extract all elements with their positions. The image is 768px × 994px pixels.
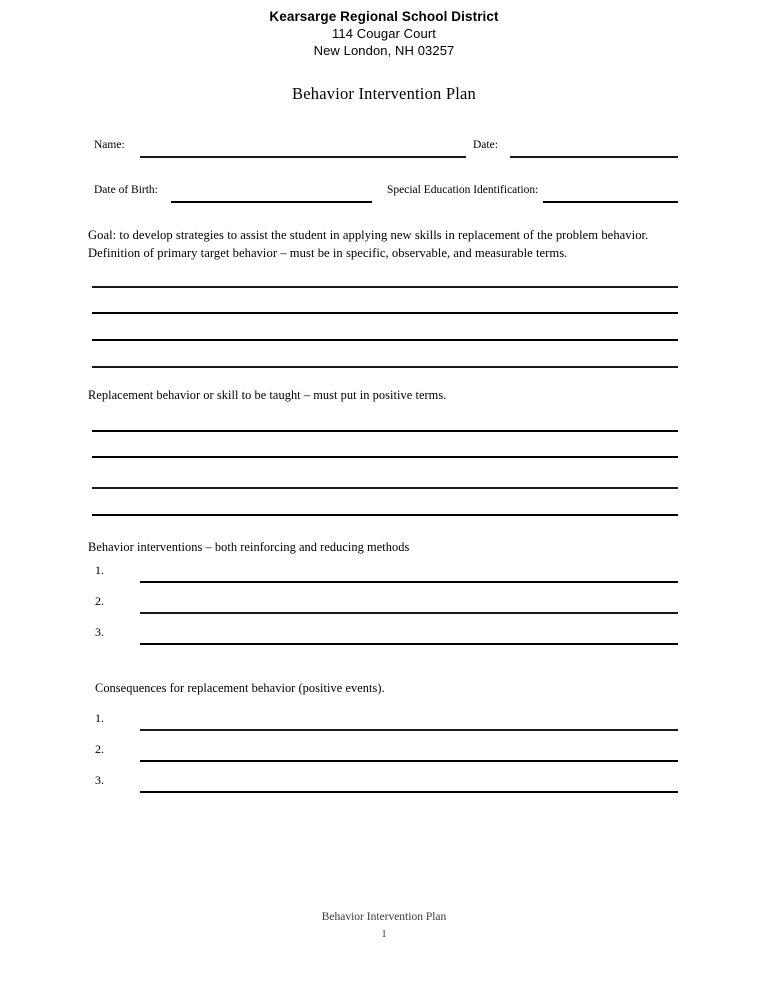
date-of-birth-input[interactable] <box>171 201 372 203</box>
special-education-identification-label: Special Education Identification: <box>387 184 539 196</box>
goal-write-line-1[interactable] <box>92 286 678 288</box>
district-name: Kearsarge Regional School District <box>269 9 499 24</box>
intervention-number-3: 3. <box>95 625 104 639</box>
page-title: Behavior Intervention Plan <box>292 84 476 103</box>
date-label: Date: <box>473 139 498 151</box>
date-of-birth-label: Date of Birth: <box>94 184 158 196</box>
footer-page-number: 1 <box>381 928 387 940</box>
goal-write-line-2[interactable] <box>92 312 678 314</box>
street-address: 114 Cougar Court <box>332 26 436 41</box>
intervention-input-2[interactable] <box>140 612 678 614</box>
letterhead <box>0 8 768 59</box>
consequence-input-3[interactable] <box>140 791 678 793</box>
city-state-zip: New London, NH 03257 <box>313 43 455 58</box>
replacement-write-line-2[interactable] <box>92 456 678 458</box>
consequence-input-1[interactable] <box>140 729 678 731</box>
goal-write-line-3[interactable] <box>92 339 678 341</box>
intervention-input-3[interactable] <box>140 643 678 645</box>
date-input[interactable] <box>510 156 678 158</box>
goal-statement-line-2: Definition of primary target behavior – must be in specific, observable, and measurable terms. <box>88 246 568 260</box>
consequence-number-2: 2. <box>95 742 104 756</box>
consequence-number-1: 1. <box>95 711 104 725</box>
consequence-input-2[interactable] <box>140 760 678 762</box>
intervention-number-1: 1. <box>95 563 104 577</box>
intervention-number-2: 2. <box>95 594 104 608</box>
intervention-input-1[interactable] <box>140 581 678 583</box>
replacement-write-line-3[interactable] <box>92 487 678 489</box>
replacement-write-line-4[interactable] <box>92 514 678 516</box>
behavior-interventions-heading: Behavior interventions – both reinforcing and reducing methods <box>88 540 410 554</box>
special-education-identification-input[interactable] <box>543 201 678 203</box>
name-input[interactable] <box>140 156 466 158</box>
footer-title: Behavior Intervention Plan <box>321 911 447 923</box>
consequence-number-3: 3. <box>95 773 104 787</box>
consequences-heading: Consequences for replacement behavior (positive events). <box>95 681 385 695</box>
goal-statement-line-1: Goal: to develop strategies to assist the student in applying new skills in replacement of the problem behavior. <box>88 228 649 242</box>
replacement-behavior-heading: Replacement behavior or skill to be taught – must put in positive terms. <box>88 388 447 402</box>
name-label: Name: <box>94 139 125 151</box>
replacement-write-line-1[interactable] <box>92 430 678 432</box>
goal-write-line-4[interactable] <box>92 366 678 368</box>
